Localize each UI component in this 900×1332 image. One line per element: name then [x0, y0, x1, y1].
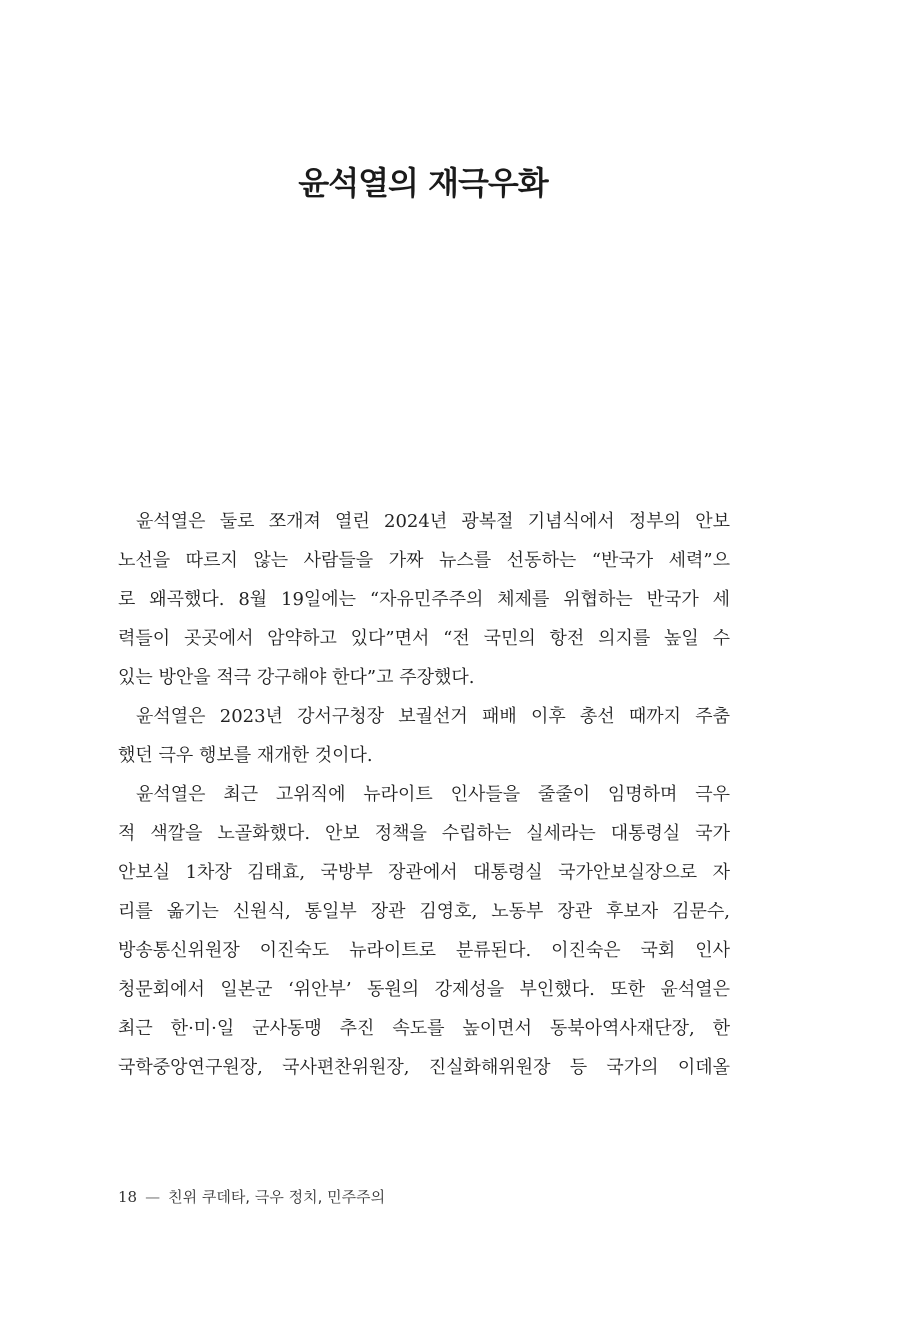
body-text	[118, 502, 730, 1087]
text-line: 윤석열은 2023년 강서구청장 보궐선거 패배 이후 총선 때까지 주춤	[136, 706, 730, 727]
book-title: 친위 쿠데타, 극우 정치, 민주주의	[168, 1188, 386, 1206]
text-line: 국학중앙연구원장, 국사편찬위원장, 진실화해위원장 등 국가의 이데올	[118, 1057, 730, 1078]
text-line: 방송통신위원장 이진숙도 뉴라이트로 분류된다. 이진숙은 국회 인사	[118, 940, 730, 961]
paragraph-2	[118, 697, 730, 775]
text-line: 최근 한·미·일 군사동맹 추진 속도를 높이면서 동북아역사재단장, 한	[118, 1018, 730, 1039]
paragraph-1	[118, 502, 730, 697]
running-footer	[118, 1186, 385, 1207]
text-line: 청문회에서 일본군 ‘위안부’ 동원의 강제성을 부인했다. 또한 윤석열은	[118, 979, 730, 1000]
chapter-title: 윤석열의 재극우화	[298, 164, 548, 202]
paragraph-3	[118, 775, 730, 1087]
page-number: 18	[118, 1188, 138, 1206]
text-line: 윤석열은 최근 고위직에 뉴라이트 인사들을 줄줄이 임명하며 극우	[136, 784, 730, 805]
text-line: 로 왜곡했다. 8월 19일에는 “자유민주주의 체제를 위협하는 반국가 세	[118, 589, 730, 610]
text-line: 있는 방안을 적극 강구해야 한다”고 주장했다.	[118, 667, 475, 688]
text-line: 윤석열은 둘로 쪼개져 열린 2024년 광복절 기념식에서 정부의 안보	[136, 511, 730, 532]
text-line: 했던 극우 행보를 재개한 것이다.	[118, 745, 373, 766]
text-line: 노선을 따르지 않는 사람들을 가짜 뉴스를 선동하는 “반국가 세력”으	[118, 550, 730, 571]
text-line: 리를 옮기는 신원식, 통일부 장관 김영호, 노동부 장관 후보자 김문수,	[118, 901, 730, 922]
footer-separator: —	[145, 1188, 161, 1206]
text-line: 적 색깔을 노골화했다. 안보 정책을 수립하는 실세라는 대통령실 국가	[118, 823, 730, 844]
text-line: 력들이 곳곳에서 암약하고 있다”면서 “전 국민의 항전 의지를 높일 수	[118, 628, 730, 649]
text-line: 안보실 1차장 김태효, 국방부 장관에서 대통령실 국가안보실장으로 자	[118, 862, 730, 883]
